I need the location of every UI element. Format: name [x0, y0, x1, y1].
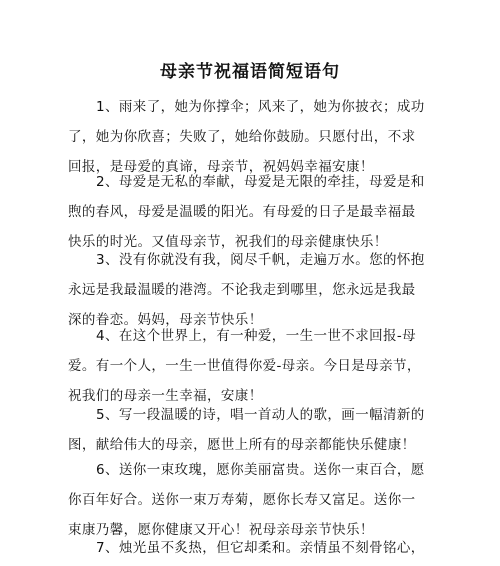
paragraph-line: 7、烛光虽不炙热，但它却柔和。亲情虽不刻骨铭心，: [96, 540, 425, 556]
paragraph-7: [68, 533, 444, 563]
paragraph-line: 3、没有你就没有我，阅尽千帆，走遍万水。您的怀抱: [96, 252, 425, 268]
paragraph-line: 6、送你一束玫瑰，愿你美丽富贵。送你一束百合，愿: [96, 462, 425, 478]
paragraph-line: 4、在这个世界上，有一种爱，一生一世不求回报-母: [96, 328, 417, 344]
paragraph-line: 5、写一段温暖的诗，唱一首动人的歌，画一幅清新的: [96, 407, 425, 423]
paragraph-line: 束康乃馨，愿你健康又开心！祝母亲母亲节快乐！: [68, 522, 374, 538]
paragraph-line: 图，献给伟大的母亲，愿世上所有的母亲都能快乐健康！: [68, 437, 416, 453]
paragraph-line: 祝我们的母亲一生幸福，安康！: [68, 388, 263, 404]
paragraph-line: 你百年好合。送你一束万寿菊，愿你长寿又富足。送你一: [68, 492, 416, 508]
paragraph-line: 煦的春风，母爱是温暖的阳光。有母爱的日子是最幸福最: [68, 204, 416, 220]
paragraph-line: 深的眷恋。妈妈，母亲节快乐！: [68, 312, 263, 328]
paragraph-line: 了，她为你欣喜；失败了，她给你鼓励。只愿付出，不求: [68, 129, 416, 145]
paragraph-line: 永远是我最温暖的港湾。不论我走到哪里，您永远是我最: [68, 282, 416, 298]
paragraph-5: [68, 400, 444, 460]
paragraph-6: [68, 455, 444, 545]
paragraph-4: [68, 321, 444, 411]
paragraph-line: 2、母爱是无私的奉献，母爱是无限的牵挂，母爱是和: [96, 174, 425, 190]
document-title: 母亲节祝福语简短语句: [160, 62, 340, 82]
paragraph-line: 回报，是母爱的真谛，母亲节，祝妈妈幸福安康！: [68, 159, 374, 175]
paragraph-line: 爱。有一个人，一生一世值得你爱-母亲。今日是母亲节，: [68, 358, 421, 374]
paragraph-2: [68, 167, 444, 257]
paragraph-line: 1、雨来了，她为你撑伞；风来了，她为你披衣；成功: [96, 99, 425, 115]
paragraph-line: 快乐的时光。又值母亲节，祝我们的母亲健康快乐！: [68, 234, 388, 250]
